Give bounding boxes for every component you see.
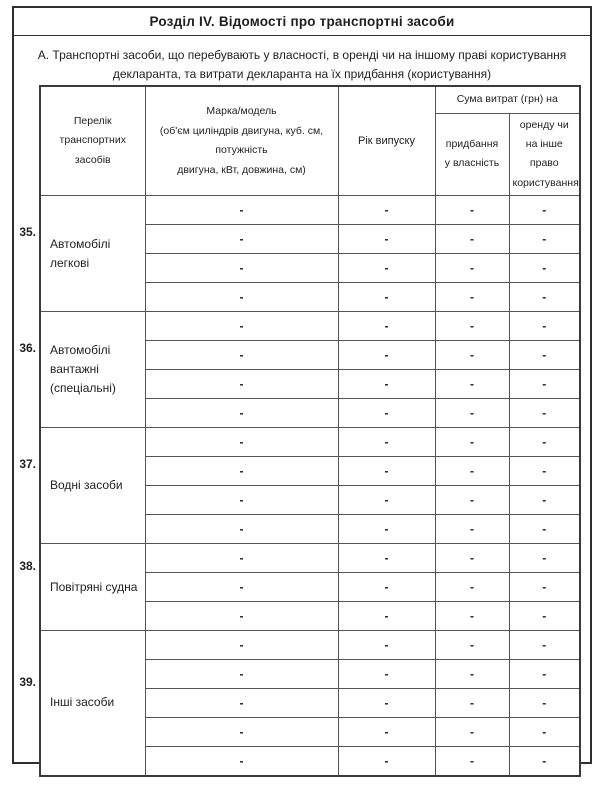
value-cell: - xyxy=(338,457,435,486)
value-cell: - xyxy=(509,341,580,370)
section-title-bar xyxy=(14,8,590,36)
vehicle-category-label-line: Автомобілі xyxy=(50,236,111,251)
section-number: 38. xyxy=(19,558,36,573)
value-cell: - xyxy=(145,515,338,544)
value-cell: - xyxy=(435,457,509,486)
vehicle-category-label-line: Автомобілі xyxy=(50,342,111,357)
value-cell: - xyxy=(338,515,435,544)
value-cell: - xyxy=(145,196,338,225)
table-row xyxy=(40,428,580,457)
vehicle-category-label xyxy=(40,631,145,776)
value-cell: - xyxy=(338,428,435,457)
value-cell: - xyxy=(145,428,338,457)
value-cell: - xyxy=(338,283,435,312)
section-number: 37. xyxy=(19,457,36,471)
value-cell: - xyxy=(338,573,435,602)
header-line: у власність xyxy=(444,157,500,170)
table-row xyxy=(40,631,580,660)
value-cell: - xyxy=(435,312,509,341)
value-cell: - xyxy=(338,254,435,283)
value-cell: - xyxy=(509,283,580,312)
value-cell: - xyxy=(338,370,435,399)
value-cell: - xyxy=(435,225,509,254)
value-cell: - xyxy=(338,660,435,689)
vehicle-category-label xyxy=(40,544,145,631)
value-cell: - xyxy=(509,428,580,457)
section-number: 35. xyxy=(19,225,36,239)
subsection-heading-line: А. Транспортні засоби, що перебувають у власності, в оренді чи на іншому праві користування xyxy=(37,48,567,62)
value-cell: - xyxy=(145,399,338,428)
header-year: Рік випуску xyxy=(338,86,435,196)
document-page xyxy=(12,6,592,768)
value-cell: - xyxy=(338,747,435,776)
header-purchase xyxy=(435,113,509,196)
value-cell: - xyxy=(435,573,509,602)
header-make-model xyxy=(145,86,338,196)
value-cell: - xyxy=(145,283,338,312)
vehicle-category-label-line: Повітряні судна xyxy=(50,579,138,594)
vehicle-category-label-line: легкові xyxy=(50,255,90,270)
value-cell: - xyxy=(145,486,338,515)
value-cell: - xyxy=(435,341,509,370)
value-cell: - xyxy=(509,747,580,776)
value-cell: - xyxy=(435,283,509,312)
header-line: транспортних засобів xyxy=(59,134,126,166)
section-number: 36. xyxy=(19,341,36,355)
header-expenses-group: Сума витрат (грн) на xyxy=(435,86,580,113)
value-cell: - xyxy=(435,718,509,747)
value-cell: - xyxy=(145,689,338,718)
value-cell: - xyxy=(338,718,435,747)
value-cell: - xyxy=(435,428,509,457)
header-line: двигуна, кВт, довжина, см) xyxy=(177,163,306,176)
value-cell: - xyxy=(338,631,435,660)
value-cell: - xyxy=(145,341,338,370)
value-cell: - xyxy=(338,196,435,225)
header-line: оренду чи xyxy=(519,118,569,131)
value-cell: - xyxy=(509,254,580,283)
vehicle-table xyxy=(39,85,581,777)
value-cell: - xyxy=(145,544,338,573)
value-cell: - xyxy=(338,486,435,515)
value-cell: - xyxy=(338,689,435,718)
value-cell: - xyxy=(435,196,509,225)
subsection-heading-line: декларанта, та витрати декларанта на їх придбання (користування) xyxy=(112,67,492,82)
vehicle-category-label-line: (спеціальні) xyxy=(50,381,116,396)
table-row xyxy=(40,312,580,341)
header-rent xyxy=(509,113,580,196)
value-cell: - xyxy=(509,399,580,428)
value-cell: - xyxy=(435,747,509,776)
value-cell: - xyxy=(435,602,509,631)
vehicle-category-label xyxy=(40,312,145,428)
subsection-heading xyxy=(24,46,580,84)
value-cell: - xyxy=(509,631,580,660)
header-line: Перелік xyxy=(73,114,112,127)
value-cell: - xyxy=(509,718,580,747)
table-row xyxy=(40,544,580,573)
value-cell: - xyxy=(509,515,580,544)
header-line: придбання xyxy=(445,137,499,150)
value-cell: - xyxy=(145,573,338,602)
value-cell: - xyxy=(145,370,338,399)
header-line: користування xyxy=(512,176,579,189)
value-cell: - xyxy=(509,225,580,254)
value-cell: - xyxy=(145,312,338,341)
table-area xyxy=(14,85,581,777)
value-cell: - xyxy=(509,312,580,341)
row-numbers-column xyxy=(14,174,39,754)
section-number: 39. xyxy=(19,674,36,689)
value-cell: - xyxy=(145,718,338,747)
value-cell: - xyxy=(509,457,580,486)
vehicle-table-header xyxy=(40,86,580,196)
value-cell: - xyxy=(145,254,338,283)
value-cell: - xyxy=(338,399,435,428)
table-row xyxy=(40,196,580,225)
value-cell: - xyxy=(338,312,435,341)
value-cell: - xyxy=(435,254,509,283)
value-cell: - xyxy=(435,486,509,515)
header-vehicle-list xyxy=(40,86,145,196)
header-line: (об'єм циліндрів двигуна, куб. см, потужність xyxy=(159,124,324,157)
value-cell: - xyxy=(435,660,509,689)
value-cell: - xyxy=(509,486,580,515)
value-cell: - xyxy=(509,602,580,631)
vehicle-category-label-line: Інші засоби xyxy=(50,695,115,710)
value-cell: - xyxy=(145,225,338,254)
value-cell: - xyxy=(145,660,338,689)
value-cell: - xyxy=(145,747,338,776)
value-cell: - xyxy=(509,689,580,718)
value-cell: - xyxy=(435,370,509,399)
value-cell: - xyxy=(509,660,580,689)
value-cell: - xyxy=(435,515,509,544)
value-cell: - xyxy=(145,631,338,660)
value-cell: - xyxy=(145,602,338,631)
value-cell: - xyxy=(509,573,580,602)
value-cell: - xyxy=(509,544,580,573)
value-cell: - xyxy=(338,341,435,370)
value-cell: - xyxy=(338,544,435,573)
vehicle-table-body xyxy=(40,196,580,776)
value-cell: - xyxy=(509,370,580,399)
value-cell: - xyxy=(435,631,509,660)
vehicle-category-label xyxy=(40,428,145,544)
value-cell: - xyxy=(435,544,509,573)
value-cell: - xyxy=(435,399,509,428)
value-cell: - xyxy=(338,225,435,254)
vehicle-category-label-line: вантажні xyxy=(50,362,99,377)
value-cell: - xyxy=(338,602,435,631)
value-cell: - xyxy=(435,689,509,718)
section-title: Розділ IV. Відомості про транспортні засоби xyxy=(149,14,455,29)
vehicle-category-label xyxy=(40,196,145,312)
header-line: на інше право xyxy=(525,137,563,170)
header-line: Марка/модель xyxy=(206,105,277,118)
value-cell: - xyxy=(145,457,338,486)
vehicle-category-label-line: Водні засоби xyxy=(50,478,123,493)
value-cell: - xyxy=(509,196,580,225)
